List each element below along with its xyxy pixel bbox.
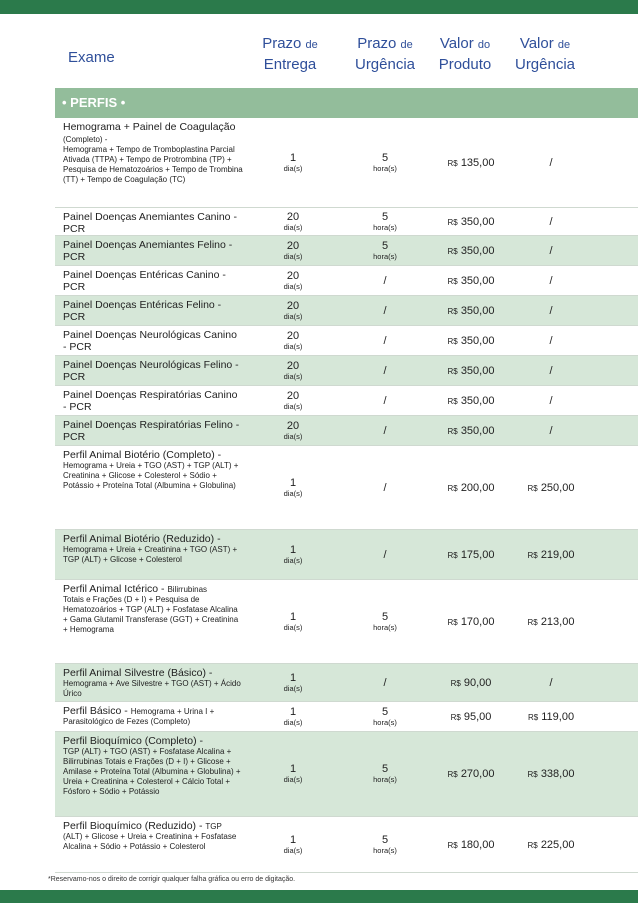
table-header — [0, 34, 638, 82]
exam-name: Painel Doenças Neurológicas Canino - PCR — [63, 329, 237, 353]
valor-produto-cell: R$ 350,00 — [447, 394, 495, 407]
exam-table — [55, 118, 638, 873]
exam-name: Painel Doenças Respiratórias Felino - PCR — [63, 419, 240, 443]
prazo-entrega-cell: 20 dia(s) — [283, 419, 303, 441]
valor-urgencia-cell: / — [549, 394, 553, 407]
valor-urgencia-cell: / — [549, 334, 553, 347]
table-row — [55, 530, 638, 580]
exam-name: Perfil Animal Silvestre (Básico) - Hemograma + Ave Silvestre + TGO (AST) + Ácido Úrico — [63, 667, 241, 698]
top-green-bar — [0, 0, 638, 14]
valor-urgencia-cell: / — [549, 304, 553, 317]
table-row — [55, 356, 638, 386]
prazo-entrega-cell: 1 dia(s) — [283, 476, 303, 498]
prazo-entrega-cell: 20 dia(s) — [283, 239, 303, 261]
prazo-urgencia-cell: / — [383, 394, 387, 407]
valor-urgencia-cell: / — [549, 424, 553, 437]
exam-name: Perfil Animal Ictérico - Bilirrubinas Totais e Frações (D + I) + Pesquisa de Hematozoários + TGP (ALT) + Fosfatase Alcalina + Gama Glutamil Transferase (GGT) + Creatinina + Hemograma — [63, 583, 239, 634]
prazo-urgencia-cell: / — [383, 424, 387, 437]
exam-name: Perfil Bioquímico (Reduzido) - TGP (ALT) + Glicose + Ureia + Creatinina + Fosfatase Alcalina + Sódio + Potássio + Colesterol — [63, 820, 237, 851]
header-valor-produto: Valor do Produto — [438, 35, 492, 73]
header-exame: Exame — [68, 49, 115, 66]
valor-produto-cell: R$ 350,00 — [447, 274, 495, 287]
prazo-entrega-cell: 20 dia(s) — [283, 210, 303, 232]
prazo-urgencia-cell: / — [383, 274, 387, 287]
prazo-entrega-cell: 20 dia(s) — [283, 329, 303, 351]
table-row — [55, 416, 638, 446]
exam-name: Painel Doenças Entéricas Canino - PCR — [63, 269, 226, 293]
prazo-entrega-cell: 20 dia(s) — [283, 299, 303, 321]
prazo-entrega-cell: 1 dia(s) — [283, 671, 303, 693]
prazo-urgencia-cell: 5 hora(s) — [373, 151, 397, 173]
section-perfis: • PERFIS • — [55, 88, 638, 118]
valor-urgencia-cell: R$ 338,00 — [527, 768, 575, 780]
valor-urgencia-cell: / — [549, 244, 553, 257]
valor-urgencia-cell: / — [549, 156, 553, 169]
valor-produto-cell: R$ 175,00 — [447, 548, 495, 561]
prazo-urgencia-cell: / — [383, 304, 387, 317]
prazo-urgencia-cell: 5 hora(s) — [373, 763, 397, 784]
prazo-urgencia-cell: / — [383, 334, 387, 347]
prazo-urgencia-cell: 5 hora(s) — [373, 833, 397, 855]
prazo-entrega-cell: 1 dia(s) — [283, 833, 303, 855]
prazo-urgencia-cell: 5 hora(s) — [373, 610, 397, 632]
header-prazo-urgencia: Prazo de Urgência — [354, 35, 416, 73]
table-row — [55, 266, 638, 296]
prazo-urgencia-cell: 5 hora(s) — [373, 210, 397, 232]
footnote: *Reservamo-nos o direito de corrigir qualquer falha gráfica ou erro de digitação. — [48, 876, 296, 883]
header-prazo-entrega: Prazo de Entrega — [262, 35, 318, 73]
valor-produto-cell: R$ 135,00 — [447, 156, 495, 169]
valor-produto-cell: R$ 350,00 — [447, 215, 495, 228]
valor-produto-cell: R$ 90,00 — [450, 676, 492, 689]
valor-urgencia-cell: R$ 119,00 — [527, 710, 575, 723]
prazo-entrega-cell: 1 dia(s) — [283, 705, 303, 727]
prazo-entrega-cell: 20 dia(s) — [283, 359, 303, 381]
exam-name: Hemograma + Painel de Coagulação (Completo) - Hemograma + Tempo de Tromboplastina Parcial Ativada (TTPA) + Tempo de Protrombina (TP) + Pesquisa de Hematozoários + Tempo de Trombina (TT) + Tempo de Coagulação (TC) — [63, 121, 243, 184]
valor-urgencia-cell: R$ 213,00 — [527, 615, 575, 628]
prazo-entrega-cell: 1 dia(s) — [283, 763, 303, 784]
exam-name: Perfil Animal Biotério (Reduzido) - Hemograma + Ureia + Creatinina + TGO (AST) + TGP (ALT) + Glicose + Colesterol — [63, 533, 238, 564]
prazo-urgencia-cell: / — [383, 481, 387, 494]
valor-urgencia-cell: R$ 219,00 — [527, 548, 575, 561]
table-row — [55, 208, 638, 236]
table-row — [55, 386, 638, 416]
header-valor-urgencia: Valor de Urgência — [514, 35, 576, 73]
exam-name: Painel Doenças Anemiantes Canino - PCR — [63, 211, 237, 235]
table-row — [55, 702, 638, 732]
valor-produto-cell: R$ 180,00 — [447, 838, 495, 851]
prazo-urgencia-cell: / — [383, 364, 387, 377]
valor-urgencia-cell: / — [549, 364, 553, 377]
exam-name: Painel Doenças Neurológicas Felino - PCR — [63, 359, 239, 383]
bottom-green-bar — [0, 890, 638, 903]
prazo-urgencia-cell: / — [383, 548, 387, 561]
valor-urgencia-cell: / — [549, 274, 553, 287]
valor-produto-cell: R$ 350,00 — [447, 304, 495, 317]
table-row — [55, 732, 638, 817]
prazo-entrega-cell: 20 dia(s) — [283, 389, 303, 411]
table-row — [55, 664, 638, 702]
valor-produto-cell: R$ 270,00 — [447, 768, 495, 780]
valor-produto-cell: R$ 350,00 — [447, 244, 495, 257]
table-row — [55, 446, 638, 530]
table-row — [55, 326, 638, 356]
valor-urgencia-cell: / — [549, 676, 553, 689]
prazo-entrega-cell: 1 dia(s) — [283, 151, 303, 173]
exam-name: Painel Doenças Entéricas Felino - PCR — [63, 299, 222, 323]
valor-produto-cell: R$ 350,00 — [447, 424, 495, 437]
prazo-entrega-cell: 1 dia(s) — [283, 610, 303, 632]
exam-name: Perfil Básico - Hemograma + Urina I + Parasitológico de Fezes (Completo) — [63, 705, 215, 726]
valor-produto-cell: R$ 170,00 — [447, 615, 495, 628]
prazo-urgencia-cell: / — [383, 676, 387, 689]
exam-name: Perfil Animal Biotério (Completo) - Hemograma + Ureia + TGO (AST) + TGP (ALT) + Creatinina + Glicose + Colesterol + Sódio + Potássio + Proteína Total (Albumina + Globulina) — [63, 449, 239, 490]
prazo-entrega-cell: 1 dia(s) — [283, 543, 303, 565]
prazo-urgencia-cell: 5 hora(s) — [373, 705, 397, 727]
valor-urgencia-cell: R$ 250,00 — [527, 481, 575, 494]
exam-name: Perfil Bioquímico (Completo) - TGP (ALT) + TGO (AST) + Fosfatase Alcalina + Bilirrubinas Totais e Frações (D + I) + Glicose + Amilase + Proteína Total (Albumina + Globulina) + Ureia + Creatinina + Colesterol + Cálcio Total + Fósforo + Sódio + Potássio — [63, 735, 241, 796]
table-row — [55, 118, 638, 208]
valor-urgencia-cell: R$ 225,00 — [527, 838, 575, 851]
valor-produto-cell: R$ 350,00 — [447, 364, 495, 377]
exam-name: Painel Doenças Respiratórias Canino - PCR — [63, 389, 238, 413]
table-row — [55, 580, 638, 664]
valor-urgencia-cell: / — [549, 215, 553, 228]
prazo-urgencia-cell: 5 hora(s) — [373, 239, 397, 261]
table-row — [55, 296, 638, 326]
prazo-entrega-cell: 20 dia(s) — [283, 269, 303, 291]
valor-produto-cell: R$ 200,00 — [447, 481, 495, 494]
table-row — [55, 817, 638, 873]
valor-produto-cell: R$ 95,00 — [450, 710, 492, 723]
exam-name: Painel Doenças Anemiantes Felino - PCR — [63, 239, 233, 263]
table-row — [55, 236, 638, 266]
valor-produto-cell: R$ 350,00 — [447, 334, 495, 347]
